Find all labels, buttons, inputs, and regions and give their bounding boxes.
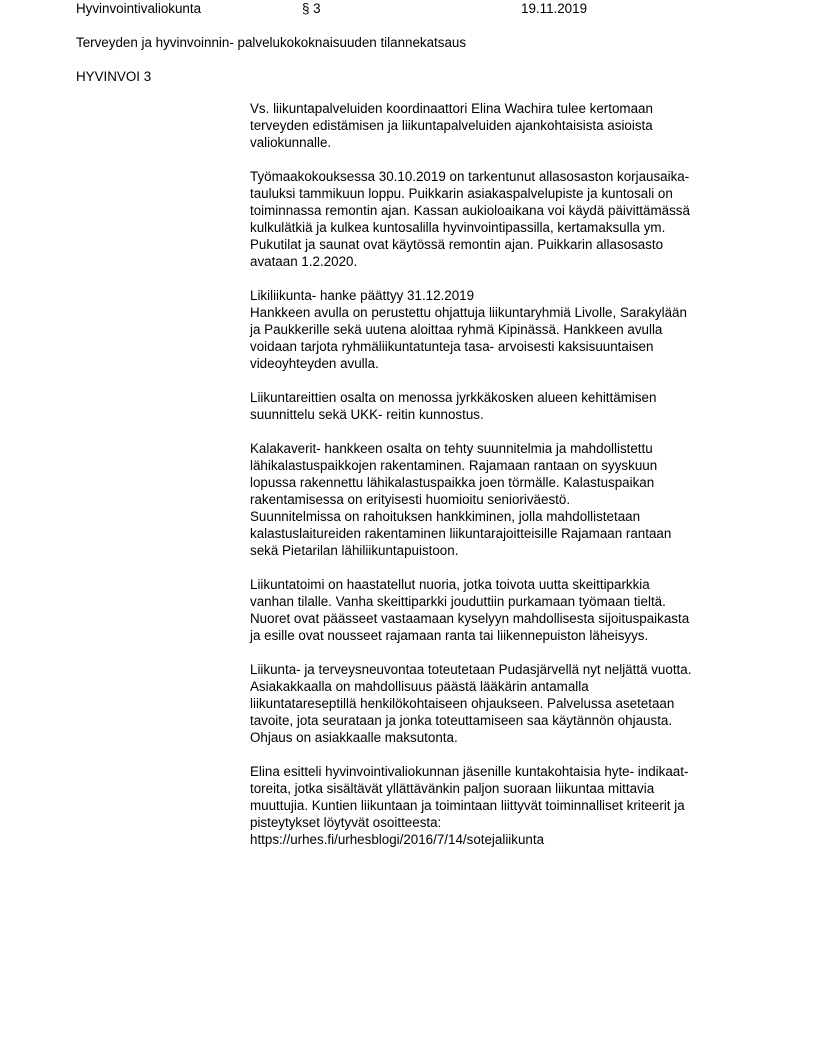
paragraph-line: avataan 1.2.2020. bbox=[250, 254, 358, 269]
paragraph-line: videoyhteyden avulla. bbox=[250, 356, 379, 371]
paragraph-line: Nuoret ovat päässeet vastaamaan kyselyyn mahdollisesta sijoituspaikasta bbox=[250, 611, 690, 626]
paragraph-line: ja Paukkerille sekä uutena aloittaa ryhmä Kipinässä. Hankkeen avulla bbox=[250, 322, 663, 337]
paragraph bbox=[250, 576, 750, 644]
paragraph-line: kulkulätkiä ja kulkea kuntosalilla hyvinvointipassilla, kertamaksulla ym. bbox=[250, 220, 666, 235]
paragraph-line: Kalakaverit- hankkeen osalta on tehty suunnitelmia ja mahdollistettu bbox=[250, 441, 653, 456]
paragraph-line: Pukutilat ja saunat ovat käytössä remontin ajan. Puikkarin allasosasto bbox=[250, 237, 664, 252]
reference-link[interactable]: https://urhes.fi/urhesblogi/2016/7/14/sotejaliikunta bbox=[250, 832, 545, 847]
paragraph-line: vanhan tilalle. Vanha skeittiparkki jouduttiin purkamaan työmaan tieltä. bbox=[250, 594, 666, 609]
paragraph bbox=[250, 100, 750, 151]
paragraph-line: lopussa rakennettu lähikalastuspaikka joen törmälle. Kalastuspaikan bbox=[250, 475, 655, 490]
paragraph-line: liikuntatareseptillä henkilökohtaiseen ohjaukseen. Palvelussa asetetaan bbox=[250, 696, 675, 711]
paragraph-line: tavoite, jota seurataan ja jonka toteuttamiseen saa käytännön ohjausta. bbox=[250, 713, 673, 728]
paragraph-line: suunnittelu sekä UKK- reitin kunnostus. bbox=[250, 407, 484, 422]
paragraph-line: Elina esitteli hyvinvointivaliokunnan jäsenille kuntakohtaisia hyte- indikaat- bbox=[250, 764, 689, 779]
paragraph-line: valiokunnalle. bbox=[250, 135, 332, 150]
paragraph-line: Työmaakokouksessa 30.10.2019 on tarkentunut allasosaston korjausaika- bbox=[250, 169, 690, 184]
paragraph-line: Likiliikunta- hanke päättyy 31.12.2019 bbox=[250, 288, 475, 303]
paragraph bbox=[250, 287, 750, 372]
paragraph-line: Liikunta- ja terveysneuvontaa toteutetaan Pudasjärvellä nyt neljättä vuotta. bbox=[250, 662, 692, 677]
organization-name: Hyvinvointivaliokunta bbox=[76, 1, 202, 16]
paragraph-line: rakentamisessa on erityisesti huomioitu senioriväestö. bbox=[250, 492, 571, 507]
paragraph-line: terveyden edistämisen ja liikuntapalveluiden ajankohtaisista asioista bbox=[250, 118, 653, 133]
document-title: Terveyden ja hyvinvoinnin- palvelukokoknaisuuden tilannekatsaus bbox=[76, 35, 467, 50]
paragraph-line: ja esille ovat nousseet rajamaan ranta tai liikennepuiston läheisyys. bbox=[250, 628, 649, 643]
paragraph-line: Vs. liikuntapalveluiden koordinaattori Elina Wachira tulee kertomaan bbox=[250, 101, 653, 116]
paragraph bbox=[250, 763, 750, 848]
section-number: § 3 bbox=[302, 1, 321, 16]
paragraph bbox=[250, 168, 750, 270]
paragraph-line: lähikalastuspaikkojen rakentaminen. Rajamaan rantaan on syyskuun bbox=[250, 458, 658, 473]
paragraph-line: sekä Pietarilan lähiliikuntapuistoon. bbox=[250, 543, 459, 558]
meeting-date: 19.11.2019 bbox=[521, 1, 588, 16]
paragraph-line: pisteytykset löytyvät osoitteesta: bbox=[250, 815, 442, 830]
paragraph-line: toreita, jotka sisältävät yllättävänkin paljon suoraan liikuntaa mittavia bbox=[250, 781, 655, 796]
paragraph-line: muuttujia. Kuntien liikuntaan ja toimintaan liittyvät toiminnalliset kriteerit ja bbox=[250, 798, 685, 813]
paragraph-line: Liikuntareittien osalta on menossa jyrkkäkosken alueen kehittämisen bbox=[250, 390, 657, 405]
paragraph bbox=[250, 440, 750, 559]
document-code: HYVINVOI 3 bbox=[76, 69, 152, 84]
paragraph-line: voidaan tarjota ryhmäliikuntatunteja tasa- arvoisesti kaksisuuntaisen bbox=[250, 339, 654, 354]
paragraph-line: Suunnitelmissa on rahoituksen hankkiminen, jolla mahdollistetaan bbox=[250, 509, 641, 524]
paragraph-line: Asiakakkaalla on mahdollisuus päästä lääkärin antamalla bbox=[250, 679, 589, 694]
paragraph bbox=[250, 661, 750, 746]
paragraph-line: tauluksi tammikuun loppu. Puikkarin asiakaspalvelupiste ja kuntosali on bbox=[250, 186, 673, 201]
paragraph-line: kalastuslaitureiden rakentaminen liikuntarajoitteisille Rajamaan rantaan bbox=[250, 526, 672, 541]
body-text bbox=[250, 100, 750, 865]
paragraph-line: toiminnassa remontin ajan. Kassan aukioloaikana voi käydä päivittämässä bbox=[250, 203, 690, 218]
paragraph-line: Hankkeen avulla on perustettu ohjattuja liikuntaryhmiä Livolle, Sarakylään bbox=[250, 305, 687, 320]
paragraph-line: Liikuntatoimi on haastatellut nuoria, jotka toivota uutta skeittiparkkia bbox=[250, 577, 650, 592]
paragraph bbox=[250, 389, 750, 423]
paragraph-line: Ohjaus on asiakkaalle maksutonta. bbox=[250, 730, 458, 745]
